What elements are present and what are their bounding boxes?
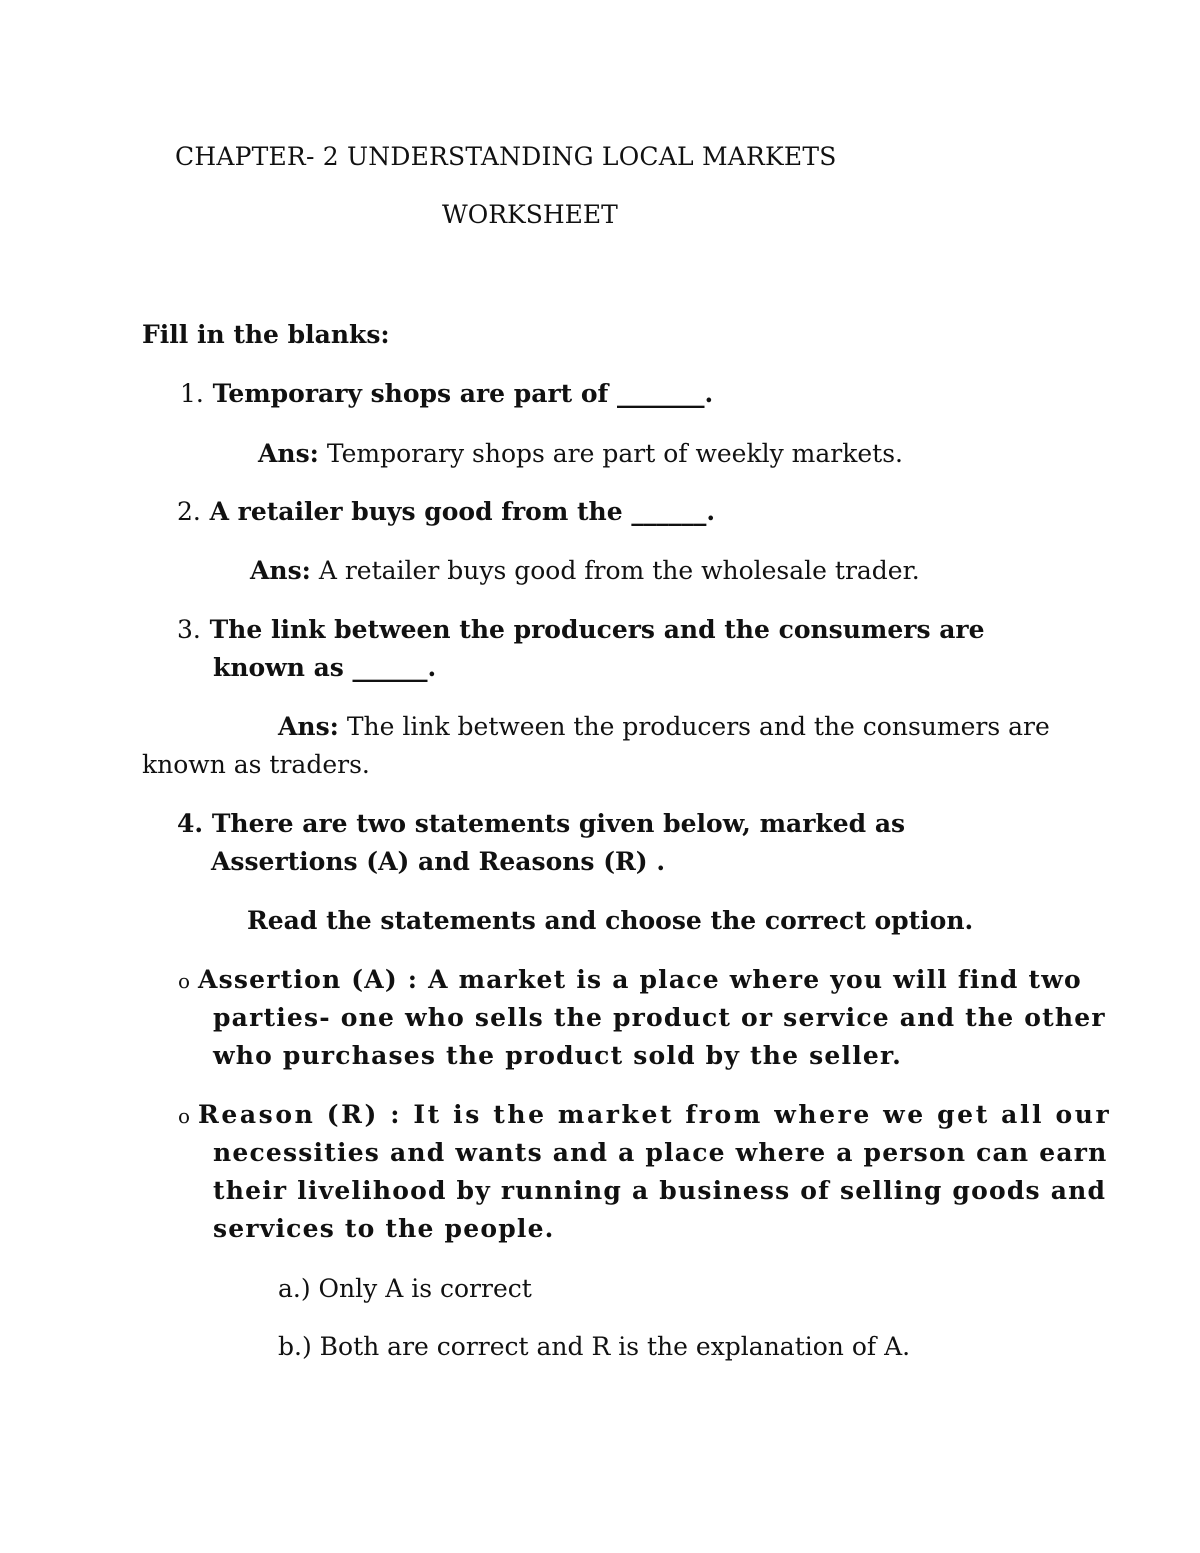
reason-line-3: their livelihood by running a business of selling goods and [213, 1176, 1107, 1205]
bullet-icon: o [178, 1104, 191, 1128]
page-subtitle: WORKSHEET [442, 200, 618, 229]
option-a: a.) Only A is correct [278, 1274, 532, 1303]
question-number: 2. [177, 497, 201, 526]
answer-3 [278, 710, 1050, 744]
question-number: 3. [177, 615, 201, 644]
question-text-line1: The link between the producers and the consumers are [209, 615, 985, 644]
answer-text: A retailer buys good from the wholesale trader. [318, 556, 920, 585]
assertion-line-3: who purchases the product sold by the seller. [213, 1041, 902, 1070]
reason-line-2: necessities and wants and a place where a person can earn [213, 1138, 1108, 1167]
reason-line-1 [178, 1098, 1111, 1133]
answer-1 [258, 437, 903, 471]
question-4-instruction: Read the statements and choose the correct option. [247, 906, 974, 935]
question-text: Temporary shops are part of _______. [212, 379, 714, 408]
answer-text: Temporary shops are part of weekly markets. [326, 439, 904, 468]
bullet-icon: o [178, 969, 191, 993]
answer-text-line1: The link between the producers and the consumers are [346, 712, 1050, 741]
assertion-line-1 [178, 963, 1082, 998]
assertion-text: Assertion (A) : A market is a place where you will find two [198, 965, 1082, 994]
question-4-line2: Assertions (A) and Reasons (R) . [211, 847, 666, 876]
section-heading: Fill in the blanks: [142, 320, 390, 349]
reason-line-4: services to the people. [213, 1214, 555, 1243]
answer-label: Ans: [278, 712, 339, 741]
option-b: b.) Both are correct and R is the explanation of A. [278, 1332, 911, 1361]
reason-text: Reason (R) : It is the market from where we get all our [198, 1100, 1112, 1129]
question-3-line2: known as ______. [213, 653, 437, 682]
question-3 [177, 613, 985, 647]
question-number: 4. [177, 809, 204, 838]
answer-label: Ans: [250, 556, 311, 585]
page-title: CHAPTER- 2 UNDERSTANDING LOCAL MARKETS [175, 142, 837, 171]
answer-2 [250, 554, 920, 588]
answer-label: Ans: [258, 439, 319, 468]
question-text: A retailer buys good from the ______. [209, 497, 716, 526]
question-1 [180, 377, 713, 411]
question-number: 1. [180, 379, 204, 408]
question-text-line1: There are two statements given below, marked as [211, 809, 906, 838]
question-4 [177, 807, 905, 841]
question-2 [177, 495, 715, 529]
assertion-line-2: parties- one who sells the product or service and the other [213, 1003, 1106, 1032]
answer-3-line2: known as traders. [142, 750, 370, 779]
